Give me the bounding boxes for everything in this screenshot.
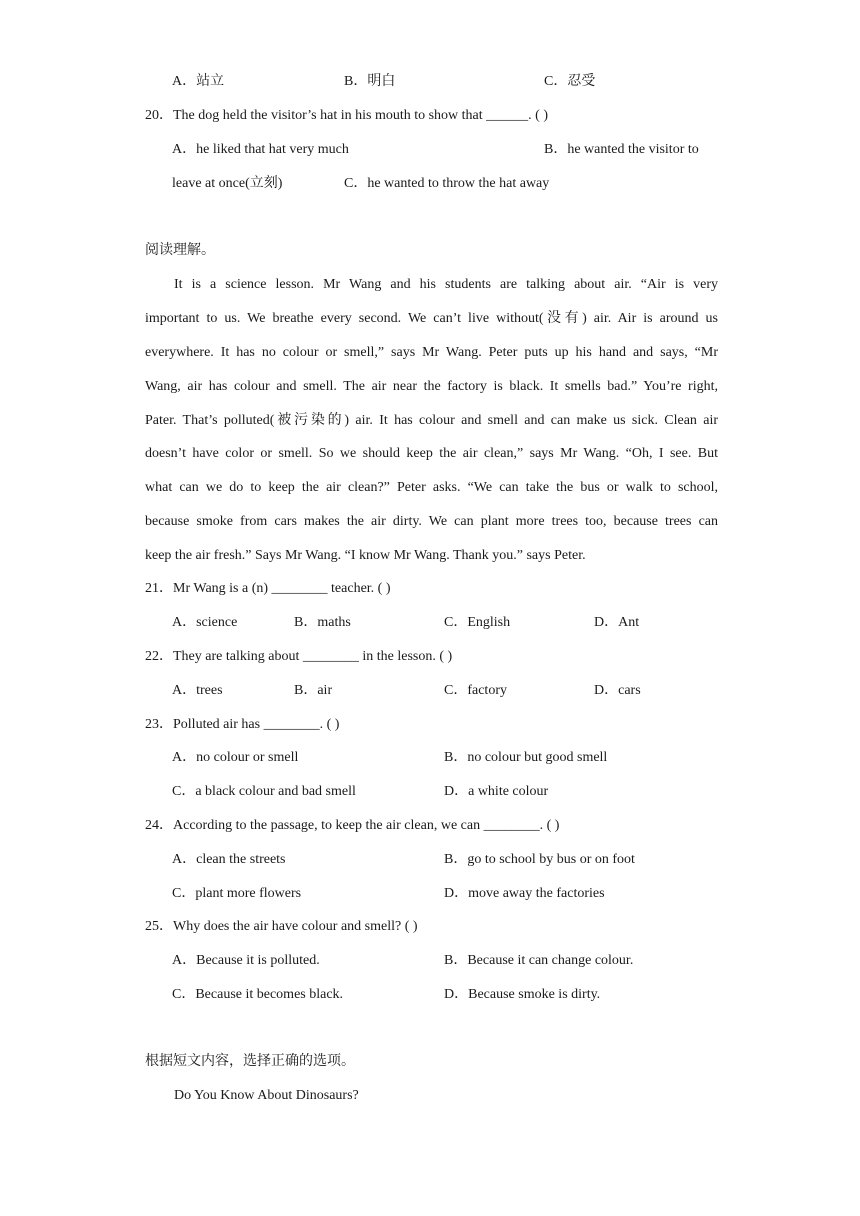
q20-option-c: C．he wanted to throw the hat away [344, 176, 550, 191]
q24-option-b: B．go to school by bus or on foot [444, 852, 635, 867]
q22-option-a: A．trees [172, 683, 223, 698]
passage-line: what can we do to keep the air clean?” Peter asks. “We can take the bus or walk to school, [145, 480, 718, 495]
q20-option-a: A．he liked that hat very much [172, 142, 349, 157]
q22-option-d: D．cars [594, 683, 641, 698]
q21-option-d: D．Ant [594, 615, 640, 630]
passage-line: keep the air fresh.” Says Mr Wang. “I know Mr Wang. Thank you.” says Peter. [145, 548, 586, 563]
q25-option-b: B．Because it can change colour. [444, 953, 634, 968]
passage-line: Wang, air has colour and smell. The air near the factory is black. It smells bad.” You’re right, [145, 379, 718, 394]
q25-stem: 25．Why does the air have colour and smell? ( ) [145, 919, 418, 934]
q21-option-c: C．English [444, 615, 511, 630]
passage-line: doesn’t have color or smell. So we should keep the air clean,” says Mr Wang. “Oh, I see. But [145, 446, 718, 461]
q25-option-d: D．Because smoke is dirty. [444, 987, 601, 1002]
q24-stem: 24．According to the passage, to keep the air clean, we can ________. ( ) [145, 818, 560, 833]
q22-option-b: B．air [294, 683, 333, 698]
q21-option-b: B．maths [294, 615, 351, 630]
section-heading-reading: 阅读理解。 [145, 243, 215, 258]
q25-option-c: C．Because it becomes black. [172, 987, 344, 1002]
q23-option-b: B．no colour but good smell [444, 750, 608, 765]
q24-option-a: A．clean the streets [172, 852, 286, 867]
q25-option-a: A．Because it is polluted. [172, 953, 320, 968]
section-heading-choose: 根据短文内容，选择正确的选项。 [145, 1054, 355, 1069]
q24-option-c: C．plant more flowers [172, 886, 302, 901]
passage-line: It is a science lesson. Mr Wang and his students are talking about air. “Air is very [174, 277, 718, 292]
q19-option-b: B．明白 [344, 74, 396, 89]
q24-option-d: D．move away the factories [444, 886, 605, 901]
q20-option-b-continued: leave at once(立刻) [172, 176, 283, 191]
q19-option-a: A．站立 [172, 74, 225, 89]
passage-line: because smoke from cars makes the air dirty. We can plant more trees too, because trees can [145, 514, 718, 529]
q23-option-c: C．a black colour and bad smell [172, 784, 356, 799]
q21-option-a: A．science [172, 615, 238, 630]
q23-stem: 23．Polluted air has ________. ( ) [145, 717, 340, 732]
q21-stem: 21．Mr Wang is a (n) ________ teacher. ( ) [145, 581, 391, 596]
q22-stem: 22．They are talking about ________ in the lesson. ( ) [145, 649, 453, 664]
q20-stem: 20．The dog held the visitor’s hat in his mouth to show that ______. ( ) [145, 108, 548, 123]
q19-option-c: C．忍受 [544, 74, 596, 89]
q22-option-c: C．factory [444, 683, 507, 698]
passage-line: important to us. We breathe every second. We can’t live without(没有) air. Air is around us [145, 311, 718, 326]
q23-option-a: A．no colour or smell [172, 750, 299, 765]
passage-line: everywhere. It has no colour or smell,” says Mr Wang. Peter puts up his hand and says, “Mr [145, 345, 718, 360]
q23-option-d: D．a white colour [444, 784, 549, 799]
passage-title: Do You Know About Dinosaurs? [174, 1088, 359, 1103]
q20-option-b: B．he wanted the visitor to [544, 142, 699, 157]
passage-line: Pater. That’s polluted(被污染的) air. It has colour and smell and can make us sick. Clean air [145, 413, 718, 428]
